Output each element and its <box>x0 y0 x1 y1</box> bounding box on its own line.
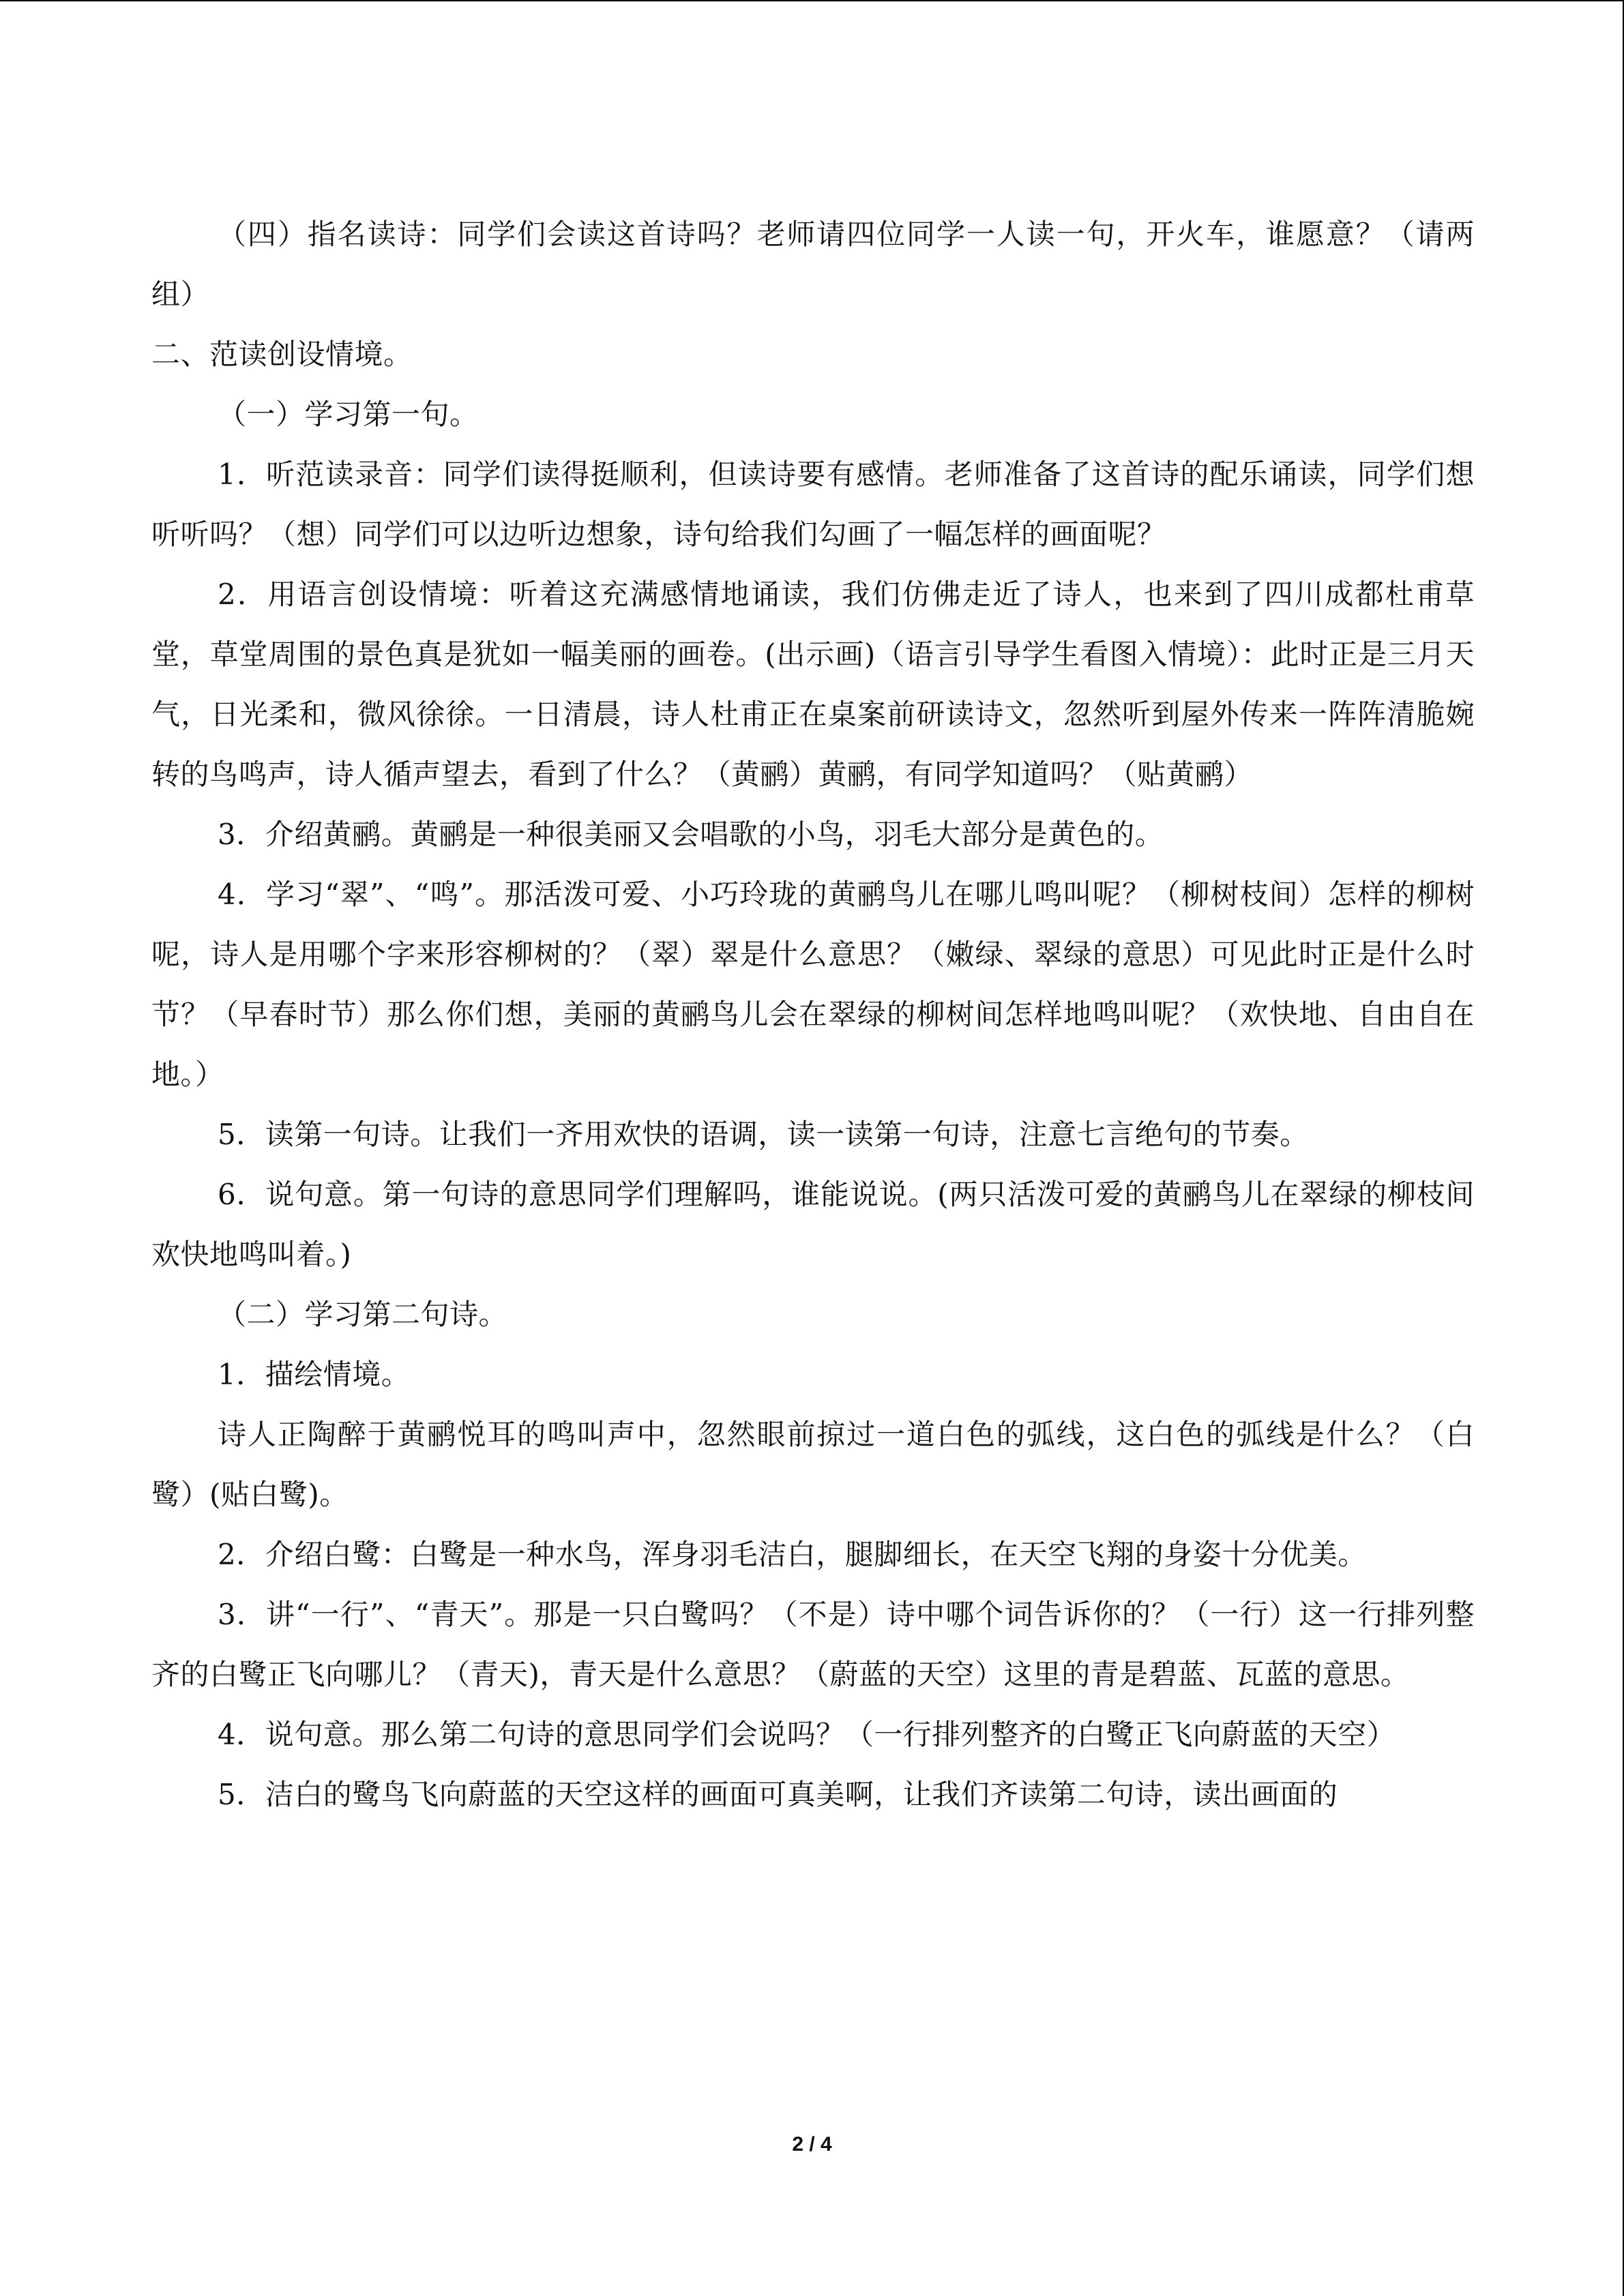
paragraph: 1．听范读录音：同学们读得挺顺利，但读诗要有感情。老师准备了这首诗的配乐诵读，同学们想听听吗？（想）同学们可以边听边想象，诗句给我们勾画了一幅怎样的画面呢？ <box>151 458 1475 551</box>
paragraph: 5．洁白的鹭鸟飞向蔚蓝的天空这样的画面可真美啊，让我们齐读第二句诗，读出画面的 <box>218 1778 1338 1811</box>
section-heading: 二、范读创设情境。 <box>151 338 413 371</box>
paragraph: 4．学习“翠”、“鸣”。那活泼可爱、小巧玲珑的黄鹂鸟儿在哪儿鸣叫呢？（柳树枝间）怎样的柳树呢，诗人是用哪个字来形容柳树的？（翠）翠是什么意思？（嫩绿、翠绿的意思）可见此时正是什么时节？（早春时节）那么你们想，美丽的黄鹂鸟儿会在翠绿的柳树间怎样地鸣叫呢？（欢快地、自由自在地。） <box>151 878 1475 1091</box>
top-border-line <box>0 0 1624 1</box>
subsection-heading: （二）学习第二句诗。 <box>218 1298 508 1331</box>
paragraph: 3．讲“一行”、“青天”。那是一只白鹭吗？（不是）诗中哪个词告诉你的？（一行）这一行排列整齐的白鹭正飞向哪儿？（青天)，青天是什么意思？（蔚蓝的天空）这里的青是碧蓝、瓦蓝的意思。 <box>151 1598 1475 1691</box>
paragraph: 5．读第一句诗。让我们一齐用欢快的语调，读一读第一句诗，注意七言绝句的节奏。 <box>218 1118 1309 1151</box>
paragraph: 2．用语言创设情境：听着这充满感情地诵读，我们仿佛走近了诗人，也来到了四川成都杜甫草堂，草堂周围的景色真是犹如一幅美丽的画卷。(出示画)（语言引导学生看图入情境）：此时正是三月天气，日光柔和，微风徐徐。一日清晨，诗人杜甫正在桌案前研读诗文，忽然听到屋外传来一阵阵清脆婉转的鸟鸣声，诗人循声望去，看到了什么？（黄鹂）黄鹂，有同学知道吗？（贴黄鹂） <box>151 578 1475 791</box>
paragraph: 2．介绍白鹭：白鹭是一种水鸟，浑身羽毛洁白，腿脚细长，在天空飞翔的身姿十分优美。 <box>218 1538 1367 1571</box>
paragraph: 3．介绍黄鹂。黄鹂是一种很美丽又会唱歌的小鸟，羽毛大部分是黄色的。 <box>218 818 1164 851</box>
page-number: 2 / 4 <box>792 2133 832 2156</box>
paragraph: 诗人正陶醉于黄鹂悦耳的鸣叫声中，忽然眼前掠过一道白色的弧线，这白色的弧线是什么？（白鹭）(贴白鹭)。 <box>151 1418 1475 1511</box>
paragraph: 6．说句意。第一句诗的意思同学们理解吗，谁能说说。(两只活泼可爱的黄鹂鸟儿在翠绿的柳枝间欢快地鸣叫着。) <box>151 1178 1475 1271</box>
paragraph: （四）指名读诗：同学们会读这首诗吗？老师请四位同学一人读一句，开火车，谁愿意？（请两组） <box>151 218 1475 311</box>
paragraph: 4．说句意。那么第二句诗的意思同学们会说吗？（一行排列整齐的白鹭正飞向蔚蓝的天空） <box>218 1718 1396 1751</box>
paragraph: 1．描绘情境。 <box>218 1358 411 1391</box>
subsection-heading: （一）学习第一句。 <box>218 398 479 431</box>
document-body <box>151 205 1475 1825</box>
